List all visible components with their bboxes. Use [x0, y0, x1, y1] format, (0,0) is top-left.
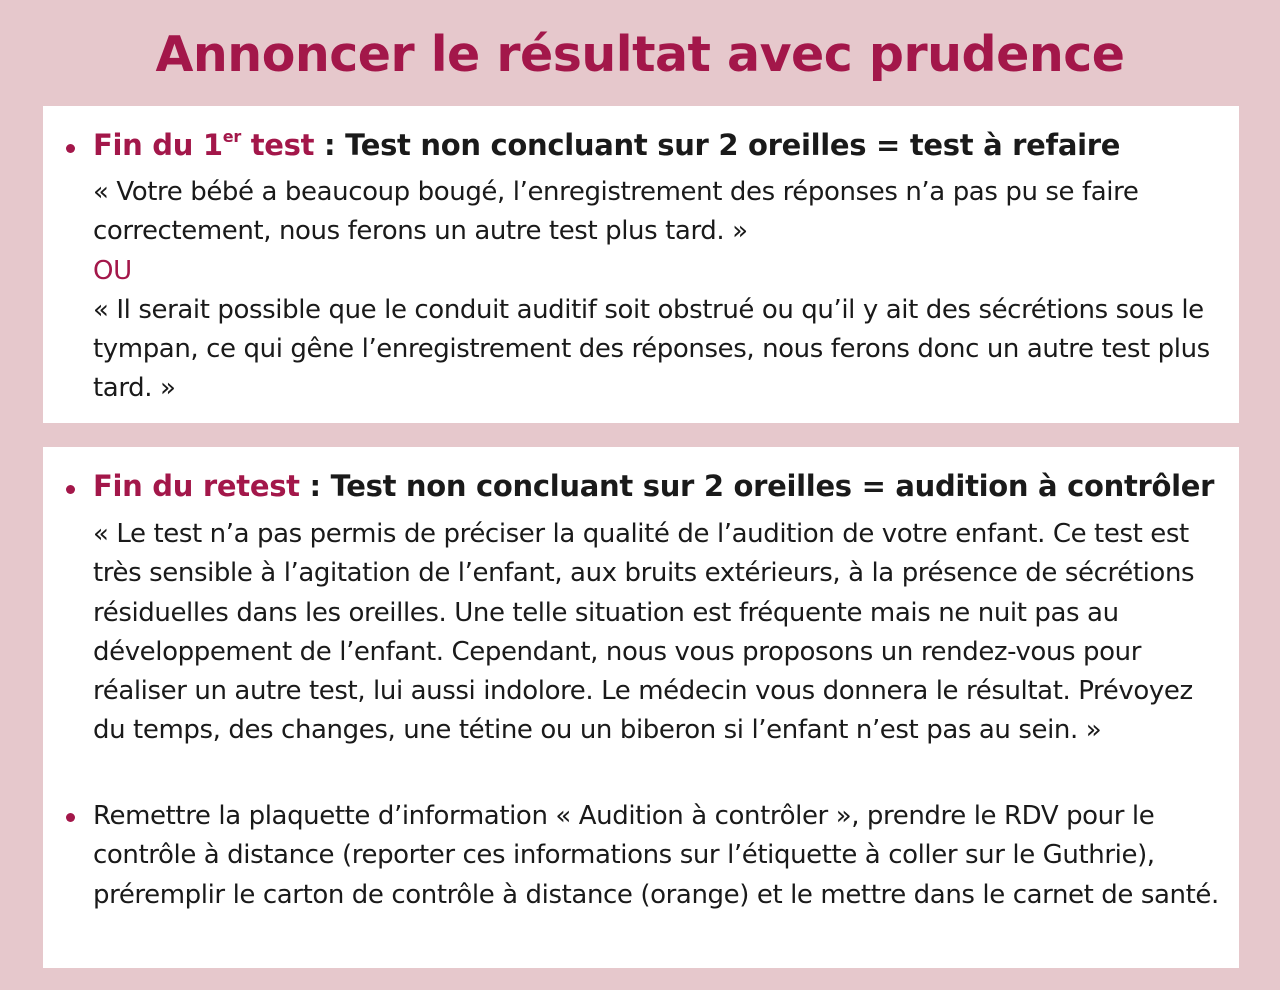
retest-heading: Fin du retest : Test non concluant sur 2 oreilles = audition à contrôler: [93, 469, 1215, 503]
or-label: OU: [93, 255, 132, 286]
retest-quote: « Le test n’a pas permis de préciser la qualité de l’audition de votre enfant. Ce test est très sensible à l’agitation de l’enfant, aux bruits extérieurs, à la présence de sécrétions résiduelles dans les oreilles. Une telle situation est fréquente mais ne nuit pas au développement de l’enfant. Cependant, nous vous proposons un rendez-vous pour réaliser un autre test, lui aussi indolore. Le médecin vous donnera le résultat. Prévoyez du temps, des changes, une tétine ou un biberon si l’enfant n’est pas au sein. »: [93, 519, 1195, 746]
first-test-message: [93, 173, 1228, 409]
first-test-quote-2: « Il serait possible que le conduit auditif soit obstrué ou qu’il y ait des sécrétions sous le tympan, ce qui gêne l’enregistrement des réponses, nous ferons donc un autre test plus tard. »: [93, 294, 1210, 404]
section-retest: [43, 447, 1239, 968]
bullet-icon: [66, 485, 75, 494]
page-title: Annoncer le résultat avec prudence: [155, 26, 1125, 83]
first-test-heading-label: Fin du 1er test: [93, 127, 315, 162]
first-test-heading-text: Test non concluant sur 2 oreilles = test à refaire: [345, 128, 1121, 162]
retest-heading-label: Fin du retest: [93, 469, 300, 503]
first-test-heading: Fin du 1er test : Test non concluant sur 2 oreilles = test à refaire: [93, 127, 1121, 162]
retest-instruction: Remettre la plaquette d’information « Audition à contrôler », prendre le RDV pour le contrôle à distance (reporter ces informations sur l’étiquette à coller sur le Guthrie), préremplir le carton de contrôle à distance (orange) et le mettre dans le carnet de santé.: [93, 801, 1219, 910]
bullet-icon: [66, 813, 75, 822]
first-test-quote-1: « Votre bébé a beaucoup bougé, l’enregistrement des réponses n’a pas pu se faire correctement, nous ferons un autre test plus tard. »: [93, 177, 1139, 247]
section-first-test: [43, 106, 1239, 423]
retest-heading-text: Test non concluant sur 2 oreilles = audition à contrôler: [330, 469, 1215, 503]
bullet-icon: [66, 144, 75, 153]
